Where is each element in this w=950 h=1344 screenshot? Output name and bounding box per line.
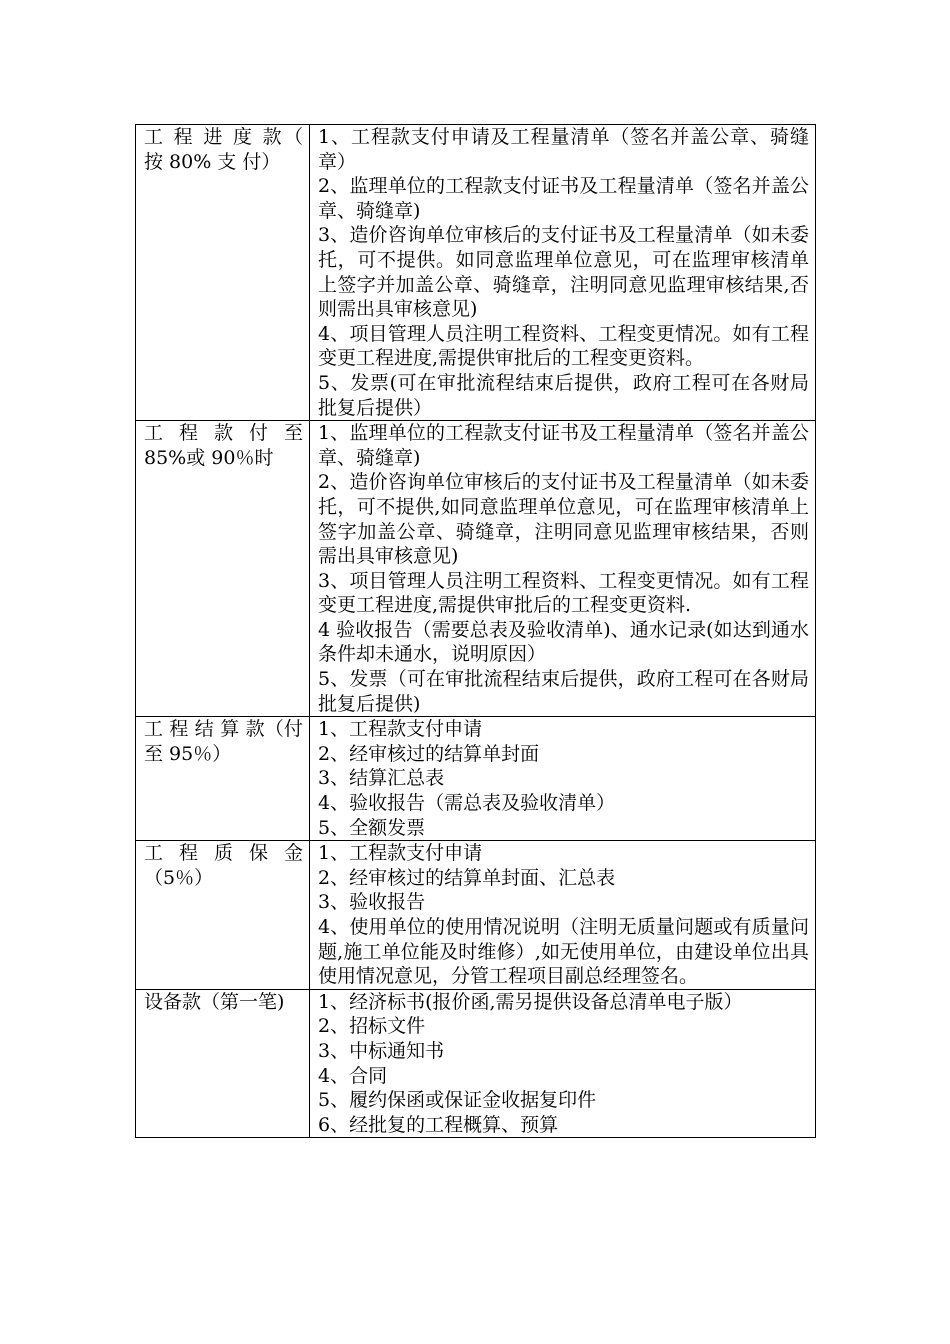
row-requirements [310, 125, 816, 421]
requirement-item: 1、工程款支付申请及工程量清单（签名并盖公章、骑缝章） [318, 126, 809, 173]
requirement-item: 5、全额发票 [318, 816, 426, 839]
requirement-item: 2、监理单位的工程款支付证书及工程量清单（签名并盖公章、骑缝章) [318, 175, 809, 222]
requirement-item: 2、造价咨询单位审核后的支付证书及工程量清单（如未委托，可不提供,如同意监理单位意见，可在监理审核清单上签字加盖公章、骑缝章，注明同意见监理审核结果，否则需出具审核意见) [318, 471, 809, 568]
row-requirements [310, 421, 816, 717]
requirement-item: 4 验收报告（需要总表及验收清单)、通水记录(如达到通水条件却未通水，说明原因） [318, 618, 809, 666]
row-requirements [310, 717, 816, 841]
requirement-item: 2、招标文件 [318, 1015, 426, 1038]
requirement-item: 4、合同 [318, 1064, 388, 1087]
row-requirements [310, 841, 816, 990]
requirement-item: 1、工程款支付申请 [318, 842, 483, 865]
requirement-item: 1、经济标书(报价函,需另提供设备总清单电子版） [318, 990, 743, 1013]
requirement-item: 3、中标通知书 [318, 1039, 445, 1062]
table-row-payment-to-85-90 [136, 421, 816, 717]
table-row-progress-payment [136, 125, 816, 421]
row-label: 工 程 质 保 金（5％） [136, 841, 310, 990]
requirement-item: 1、工程款支付申请 [318, 718, 483, 741]
requirement-item: 1、监理单位的工程款支付证书及工程量清单（签名并盖公章、骑缝章) [318, 422, 809, 469]
table-row-settlement-payment [136, 717, 816, 841]
requirement-item: 4、验收报告（需总表及验收清单） [318, 792, 616, 815]
table-row-warranty-retention [136, 841, 816, 990]
requirement-item: 2、经审核过的结算单封面、汇总表 [318, 866, 616, 889]
row-requirements [310, 989, 816, 1138]
requirement-item: 2、经审核过的结算单封面 [318, 742, 540, 765]
requirement-item: 3、结算汇总表 [318, 767, 445, 790]
requirement-item: 5、履约保函或保证金收据复印件 [318, 1089, 597, 1112]
requirement-item: 3、验收报告 [318, 891, 426, 914]
requirement-item: 6、经批复的工程概算、预算 [318, 1113, 559, 1136]
row-label: 设备款（第一笔) [136, 989, 310, 1138]
requirement-item: 3、项目管理人员注明工程资料、工程变更情况。如有工程变更工程进度,需提供审批后的工程变更资料. [318, 569, 809, 617]
payment-documents-table [135, 124, 816, 1138]
requirement-item: 4、使用单位的使用情况说明（注明无质量问题或有质量问题,施工单位能及时维修）,如无使用单位，由建设单位出具使用情况意见，分管工程项目副总经理签名。 [318, 916, 809, 988]
requirement-item: 5、发票(可在审批流程结束后提供，政府工程可在各财局批复后提供） [318, 371, 809, 419]
requirement-item: 5、发票（可在审批流程结束后提供，政府工程可在各财局批复后提供) [318, 668, 809, 715]
row-label: 工 程 款 付 至 85%或 90％时 [136, 421, 310, 717]
requirement-item: 4、项目管理人员注明工程资料、工程变更情况。如有工程变更工程进度,需提供审批后的工程变更资料。 [318, 322, 809, 370]
row-label: 工 程 进 度 款（ 按 80% 支 付） [136, 125, 310, 421]
requirement-item: 3、造价咨询单位审核后的支付证书及工程量清单（如未委托，可不提供。如同意监理单位意见，可在监理审核清单上签字并加盖公章、骑缝章，注明同意见监理审核结果,否则需出具审核意见) [318, 224, 809, 321]
row-label: 工 程 结 算 款（付至 95％） [136, 717, 310, 841]
table-row-equipment-payment [136, 989, 816, 1138]
table-body [136, 125, 816, 1138]
